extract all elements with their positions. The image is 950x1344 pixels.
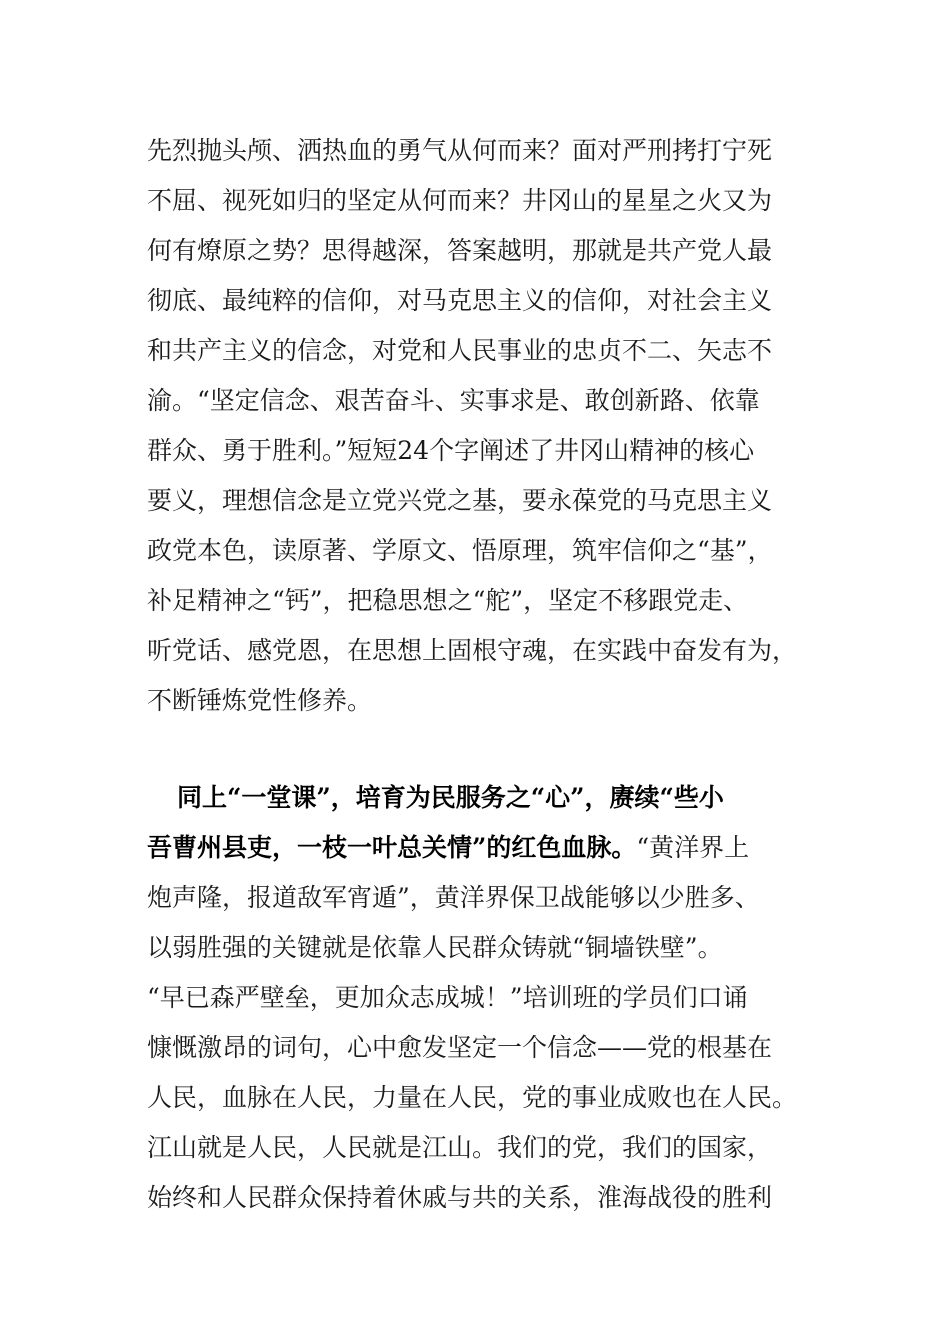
paragraph-1-line: 不屈、视死如归的坚定从何而来？井冈山的星星之火又为	[147, 186, 773, 215]
paragraph-1-line: 先烈抛头颅、洒热血的勇气从何而来？面对严刑拷打宁死	[147, 136, 773, 165]
paragraph-1-line: 要义，理想信念是立党兴党之基，要永葆党的马克思主义	[147, 486, 773, 515]
paragraph-2-line: 炮声隆，报道敌军宵遁”，黄洋界保卫战能够以少胜多、	[147, 883, 760, 912]
paragraph-2-mixed-line	[147, 823, 807, 873]
paragraph-1-line: 政党本色，读原著、学原文、悟原理，筑牢信仰之“基”，	[147, 536, 773, 565]
paragraph-1-line: 和共产主义的信念，对党和人民事业的忠贞不二、矢志不	[147, 336, 773, 365]
paragraph-2-line: 慷慨激昂的词句，心中愈发坚定一个信念——党的根基在	[147, 1033, 773, 1062]
paragraph-1-line: 补足精神之“钙”，把稳思想之“舵”，坚定不移跟党走、	[147, 586, 749, 615]
paragraph-2-heading-end: 吾曹州县吏，一枝一叶总关情”的红色血脉。	[147, 833, 637, 862]
paragraph-1-line: 何有燎原之势？思得越深，答案越明，那就是共产党人最	[147, 236, 773, 265]
paragraph-2-quote-start: “黄洋界上	[636, 833, 750, 862]
paragraph-2-line: 以弱胜强的关键就是依靠人民群众铸就“铜墙铁壁”。	[147, 933, 723, 962]
paragraph-2-line: “早已森严壁垒，更加众志成城！”培训班的学员们口诵	[147, 983, 748, 1012]
paragraph-2-line: 人民，血脉在人民，力量在人民，党的事业成败也在人民。	[147, 1083, 798, 1112]
paragraph-1-line: 群众、勇于胜利。”短短24个字阐述了井冈山精神的核心	[147, 436, 755, 465]
paragraph-2	[147, 773, 807, 1223]
paragraph-2-line: 始终和人民群众保持着休戚与共的关系，淮海战役的胜利	[147, 1183, 773, 1212]
paragraph-2-line: 江山就是人民，人民就是江山。我们的党，我们的国家，	[147, 1133, 773, 1162]
paragraph-2-heading-line: 同上“一堂课”，培育为民服务之“心”，赓续“些小	[177, 783, 724, 812]
paragraph-1	[147, 126, 807, 726]
paragraph-1-line: 彻底、最纯粹的信仰，对马克思主义的信仰，对社会主义	[147, 286, 773, 315]
paragraph-1-line: 听党话、感党恩，在思想上固根守魂，在实践中奋发有为，	[147, 636, 798, 665]
paragraph-1-line: 渝。“坚定信念、艰苦奋斗、实事求是、敢创新路、依靠	[147, 386, 760, 415]
paragraph-1-line: 不断锤炼党性修养。	[147, 686, 373, 715]
